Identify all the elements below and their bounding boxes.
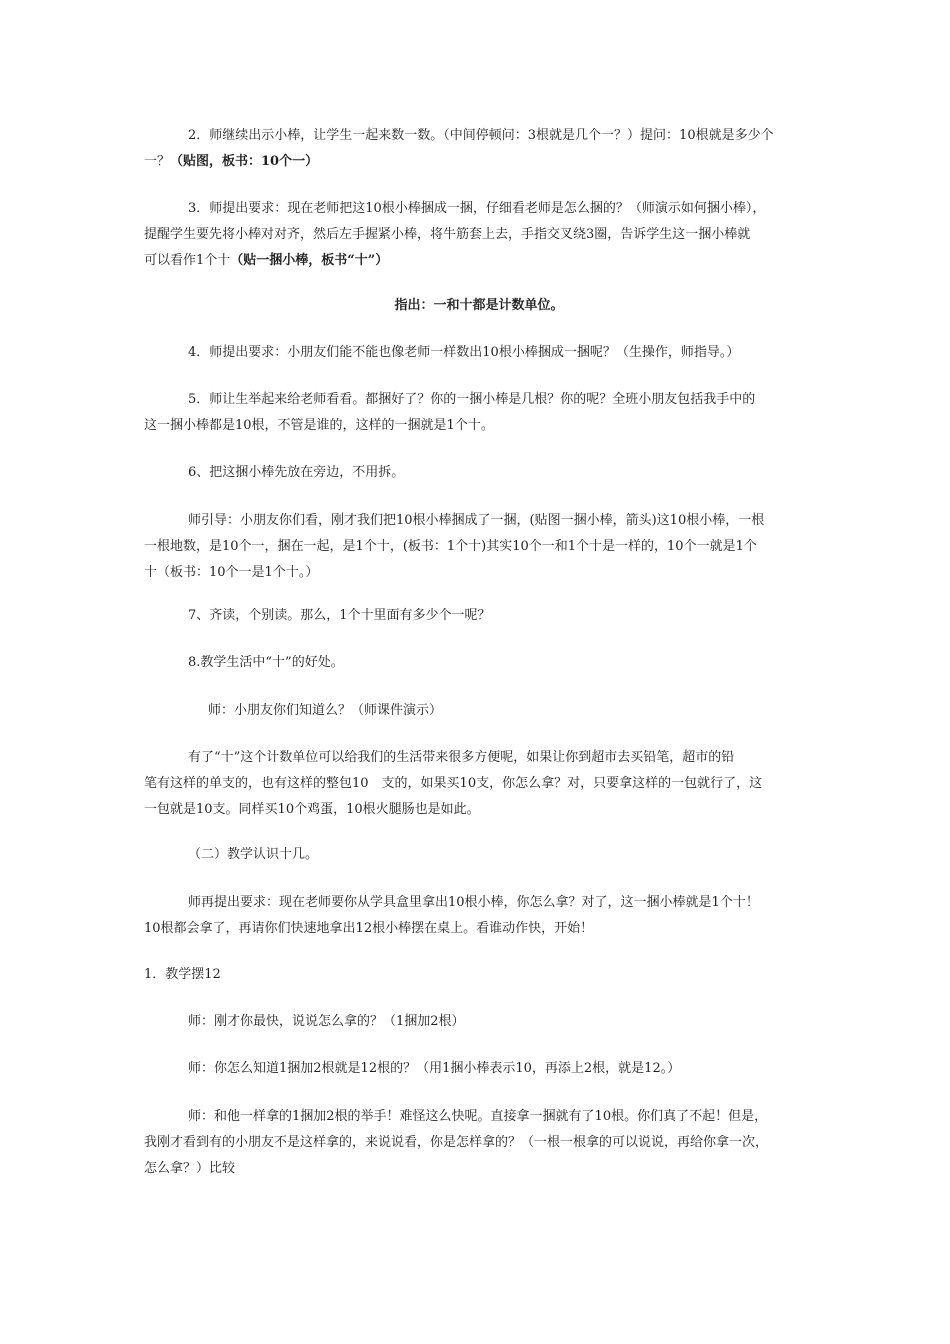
text-line: 4．师提出要求：小朋友们能不能也像老师一样数出10根小棒捆成一捆呢？（生操作，师指导。）	[188, 345, 740, 360]
text-normal: 一？	[144, 154, 171, 169]
paragraph-step-2	[144, 123, 814, 175]
text-line: 5．师让生举起来给老师看看。都捆好了？你的一捆小棒是几根？你的呢？全班小朋友包括我手中的	[188, 392, 756, 407]
text-line: 8.教学生活中“十”的好处。	[188, 655, 344, 670]
paragraph-teacher-guide	[144, 508, 814, 586]
text-bold: （贴一捆小棒，板书“十”）	[230, 253, 389, 268]
text-line: 笔有这样的单支的，也有这样的整包10 支的，如果买10支，你怎么拿？对，只要拿这样的一包就行了，这	[144, 776, 763, 791]
paragraph-teacher-ask	[144, 698, 814, 724]
paragraph-step-5	[144, 387, 814, 439]
text-line: 师：和他一样拿的1捆加2根的举手！难怪这么快呢。直接拿一捆就有了10根。你们真了不起！但是，	[188, 1109, 768, 1124]
text-bold: （贴图，板书：10个一）	[170, 154, 319, 169]
paragraph-step-7	[144, 603, 814, 629]
text-line: 提醒学生要先将小棒对对齐，然后左手握紧小棒，将牛筋套上去，手指交叉绕3圈，告诉学生这一捆小棒就	[144, 227, 751, 242]
text-line: 1．教学摆12	[144, 967, 221, 982]
text-normal: 可以看作1个十	[144, 253, 231, 268]
section-heading-teen-numbers	[144, 842, 814, 868]
text-line: 10根都会拿了，再请你们快速地拿出12根小棒摆在桌上。看谁动作快，开始！	[144, 921, 594, 936]
text-line: 有了“十”这个计数单位可以给我们的生活带来很多方便呢，如果让你到超市去买铅笔，超市的铅	[188, 750, 735, 765]
paragraph-teacher-compare	[144, 1104, 814, 1182]
text-bold: 指出：一和十都是计数单位。	[394, 298, 564, 313]
paragraph-teacher-q2	[144, 1056, 814, 1082]
paragraph-teacher-request	[144, 890, 814, 942]
text-line: 十（板书：10个一是1个十。）	[144, 565, 319, 580]
text-line: 师：你怎么知道1捆加2根就是12根的？（用1捆小棒表示10，再添上2根，就是12。）	[188, 1061, 681, 1076]
text-line: 怎么拿？）比较	[144, 1161, 236, 1176]
paragraph-step-3	[144, 196, 814, 274]
text-line: 师：刚才你最快，说说怎么拿的？（1捆加2根）	[188, 1014, 465, 1029]
paragraph-key-point	[144, 293, 814, 319]
text-line	[144, 149, 814, 175]
paragraph-benefits	[144, 745, 814, 823]
paragraph-step-8	[144, 650, 814, 676]
paragraph-step-6	[144, 460, 814, 486]
subheading-teach-12	[144, 962, 814, 988]
text-line: 我刚才看到有的小朋友不是这样拿的，来说说看，你是怎样拿的？（一根一根拿的可以说说，再给你拿一次，	[144, 1135, 769, 1150]
text-line: 7、齐读，个别读。那么，1个十里面有多少个一呢？	[188, 608, 491, 623]
text-line: 师：小朋友你们知道么？（师课件演示）	[208, 703, 443, 718]
text-line: 6、把这捆小棒先放在旁边，不用拆。	[188, 465, 405, 480]
text-line: 3．师提出要求：现在老师把这10根小棒捆成一捆，仔细看老师是怎么捆的？（师演示如何捆小棒），	[188, 201, 766, 216]
text-line: 这一捆小棒都是10根，不管是谁的，这样的一捆就是1个十。	[144, 418, 494, 433]
text-line: 师引导：小朋友你们看，刚才我们把10根小棒捆成了一捆，(贴图一捆小棒，箭头)这10根小棒，一根	[188, 513, 765, 528]
text-line: 2．师继续出示小棒，让学生一起来数一数。（中间停顿问：3根就是几个一？）提问：10根就是多少个	[188, 128, 774, 143]
text-line: 一包就是10支。同样买10个鸡蛋，10根火腿肠也是如此。	[144, 802, 480, 817]
paragraph-step-4	[144, 340, 814, 366]
text-line	[144, 248, 814, 274]
text-line: 师再提出要求：现在老师要你从学具盒里拿出10根小棒，你怎么拿？对了，这一捆小棒就是1个十！	[188, 895, 759, 910]
text-line: 一根地数，是10个一，捆在一起，是1个十，(板书：1个十)其实10个一和1个十是一样的，10个一就是1个	[144, 539, 757, 554]
paragraph-teacher-q1	[144, 1009, 814, 1035]
text-line: （二）教学认识十几。	[188, 847, 319, 862]
